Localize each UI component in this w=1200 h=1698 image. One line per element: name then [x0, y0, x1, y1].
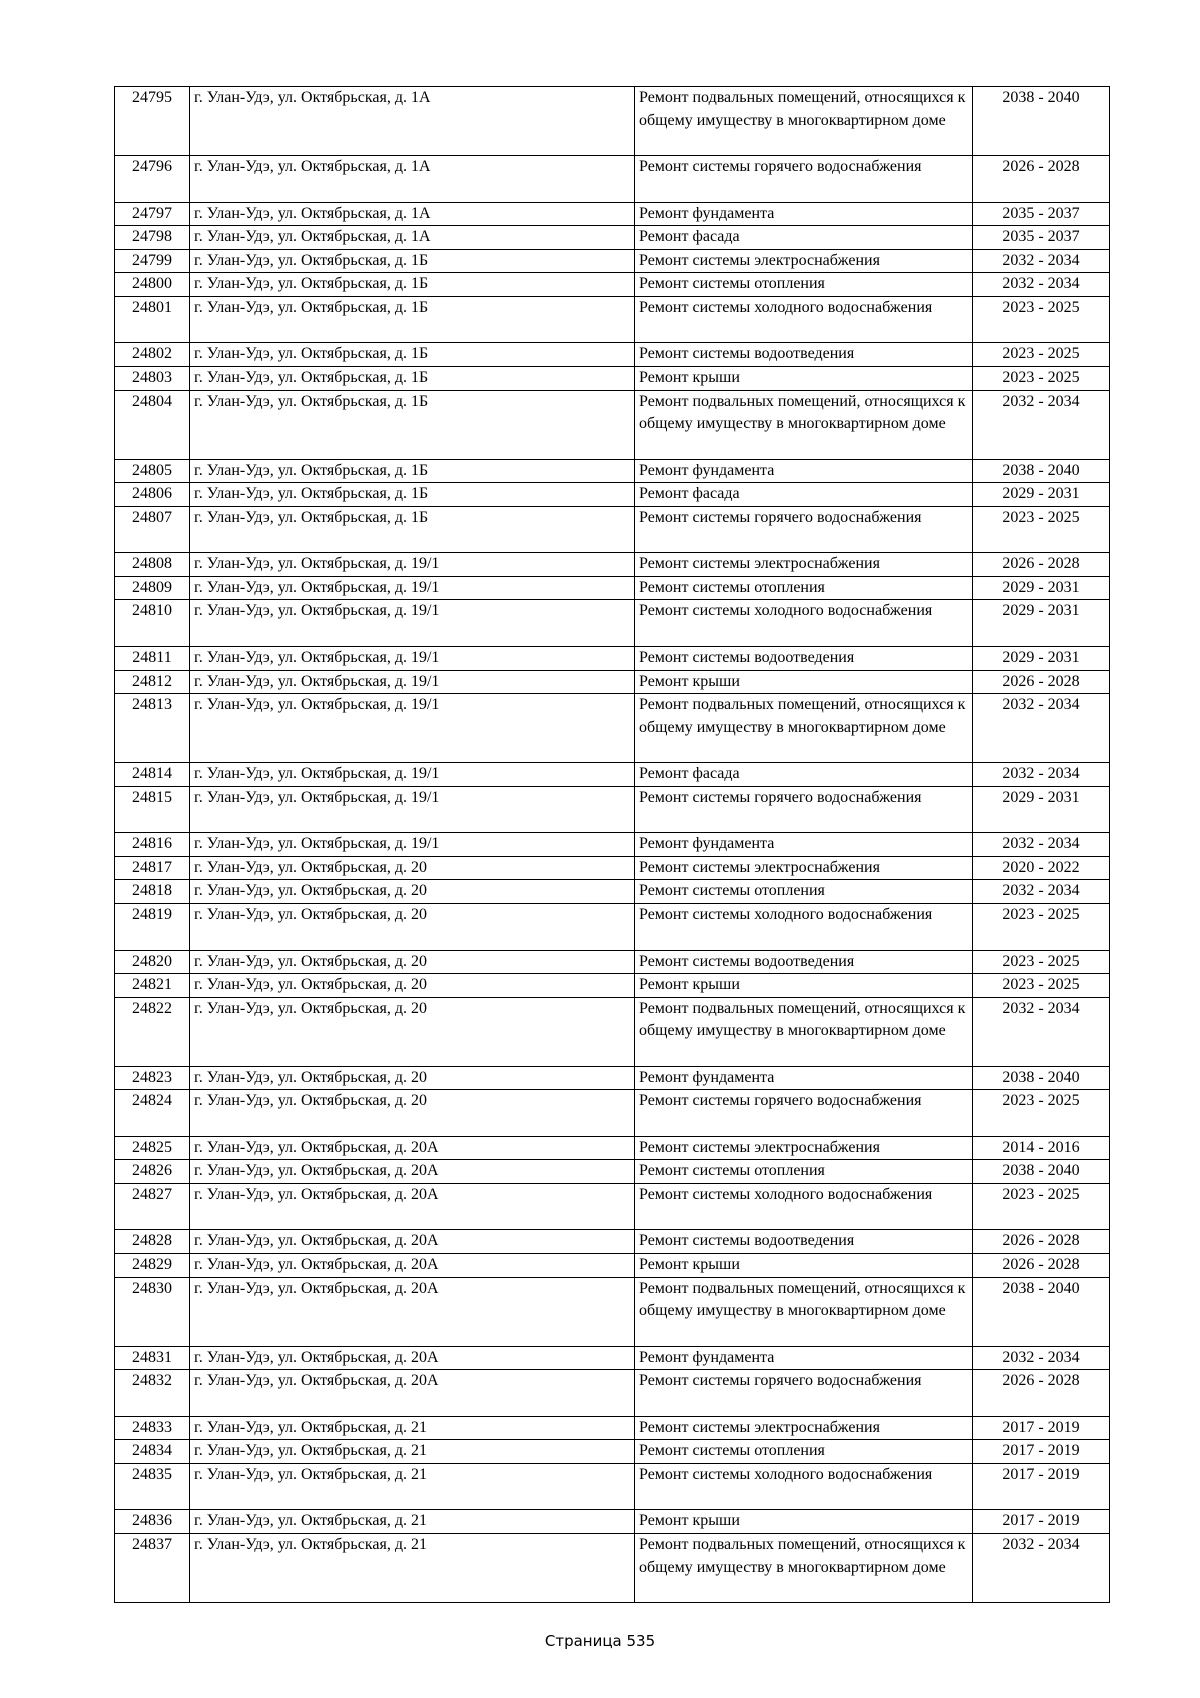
period-cell: 2026 - 2028	[973, 156, 1110, 203]
work-type-cell: Ремонт системы горячего водоснабжения	[635, 156, 973, 203]
row-number: 24830	[115, 1277, 190, 1346]
period-cell: 2023 - 2025	[973, 506, 1110, 553]
period-cell: 2038 - 2040	[973, 1066, 1110, 1090]
row-number: 24834	[115, 1440, 190, 1464]
row-number: 24829	[115, 1254, 190, 1278]
work-type-cell: Ремонт подвальных помещений, относящихся к общему имуществу в многоквартирном доме	[635, 390, 973, 459]
period-cell: 2032 - 2034	[973, 694, 1110, 763]
table-row	[115, 366, 1110, 390]
row-number: 24832	[115, 1370, 190, 1417]
table-row	[115, 296, 1110, 343]
address-cell: г. Улан-Удэ, ул. Октябрьская, д. 1А	[190, 87, 635, 156]
period-cell: 2023 - 2025	[973, 904, 1110, 951]
address-cell: г. Улан-Удэ, ул. Октябрьская, д. 20А	[190, 1136, 635, 1160]
address-cell: г. Улан-Удэ, ул. Октябрьская, д. 20	[190, 997, 635, 1066]
row-number: 24835	[115, 1463, 190, 1510]
row-number: 24795	[115, 87, 190, 156]
address-cell: г. Улан-Удэ, ул. Октябрьская, д. 20	[190, 974, 635, 998]
address-cell: г. Улан-Удэ, ул. Октябрьская, д. 19/1	[190, 576, 635, 600]
address-cell: г. Улан-Удэ, ул. Октябрьская, д. 20А	[190, 1183, 635, 1230]
period-cell: 2026 - 2028	[973, 1370, 1110, 1417]
table-row	[115, 1277, 1110, 1346]
row-number: 24822	[115, 997, 190, 1066]
address-cell: г. Улан-Удэ, ул. Октябрьская, д. 20	[190, 880, 635, 904]
table-row	[115, 974, 1110, 998]
work-type-cell: Ремонт системы водоотведения	[635, 343, 973, 367]
table-row	[115, 600, 1110, 647]
period-cell: 2023 - 2025	[973, 1183, 1110, 1230]
table-row	[115, 1090, 1110, 1137]
row-number: 24807	[115, 506, 190, 553]
table-row	[115, 1534, 1110, 1603]
work-type-cell: Ремонт крыши	[635, 1510, 973, 1534]
work-type-cell: Ремонт крыши	[635, 1254, 973, 1278]
work-type-cell: Ремонт подвальных помещений, относящихся к общему имуществу в многоквартирном доме	[635, 87, 973, 156]
address-cell: г. Улан-Удэ, ул. Октябрьская, д. 20	[190, 950, 635, 974]
table-row	[115, 390, 1110, 459]
table-row	[115, 273, 1110, 297]
address-cell: г. Улан-Удэ, ул. Октябрьская, д. 20	[190, 1090, 635, 1137]
address-cell: г. Улан-Удэ, ул. Октябрьская, д. 20А	[190, 1160, 635, 1184]
work-type-cell: Ремонт подвальных помещений, относящихся к общему имуществу в многоквартирном доме	[635, 1534, 973, 1603]
table-row	[115, 87, 1110, 156]
address-cell: г. Улан-Удэ, ул. Октябрьская, д. 1Б	[190, 459, 635, 483]
row-number: 24813	[115, 694, 190, 763]
row-number: 24831	[115, 1346, 190, 1370]
address-cell: г. Улан-Удэ, ул. Октябрьская, д. 21	[190, 1463, 635, 1510]
row-number: 24815	[115, 786, 190, 833]
table-row	[115, 1183, 1110, 1230]
address-cell: г. Улан-Удэ, ул. Октябрьская, д. 21	[190, 1510, 635, 1534]
row-number: 24801	[115, 296, 190, 343]
work-type-cell: Ремонт системы горячего водоснабжения	[635, 786, 973, 833]
row-number: 24802	[115, 343, 190, 367]
address-cell: г. Улан-Удэ, ул. Октябрьская, д. 20	[190, 1066, 635, 1090]
work-type-cell: Ремонт системы электроснабжения	[635, 553, 973, 577]
row-number: 24812	[115, 670, 190, 694]
period-cell: 2026 - 2028	[973, 670, 1110, 694]
period-cell: 2014 - 2016	[973, 1136, 1110, 1160]
table-row	[115, 1346, 1110, 1370]
period-cell: 2023 - 2025	[973, 974, 1110, 998]
table-row	[115, 786, 1110, 833]
table-row	[115, 249, 1110, 273]
table-row	[115, 763, 1110, 787]
table-row	[115, 670, 1110, 694]
table-row	[115, 576, 1110, 600]
table-row	[115, 856, 1110, 880]
row-number: 24805	[115, 459, 190, 483]
work-type-cell: Ремонт системы электроснабжения	[635, 1416, 973, 1440]
repair-schedule-table	[114, 86, 1110, 1603]
table-row	[115, 1160, 1110, 1184]
address-cell: г. Улан-Удэ, ул. Октябрьская, д. 20А	[190, 1230, 635, 1254]
work-type-cell: Ремонт системы отопления	[635, 880, 973, 904]
period-cell: 2020 - 2022	[973, 856, 1110, 880]
table-row	[115, 694, 1110, 763]
row-number: 24821	[115, 974, 190, 998]
period-cell: 2032 - 2034	[973, 273, 1110, 297]
row-number: 24806	[115, 483, 190, 507]
row-number: 24820	[115, 950, 190, 974]
period-cell: 2032 - 2034	[973, 997, 1110, 1066]
address-cell: г. Улан-Удэ, ул. Октябрьская, д. 1Б	[190, 296, 635, 343]
row-number: 24814	[115, 763, 190, 787]
work-type-cell: Ремонт фундамента	[635, 202, 973, 226]
period-cell: 2017 - 2019	[973, 1416, 1110, 1440]
address-cell: г. Улан-Удэ, ул. Октябрьская, д. 1А	[190, 202, 635, 226]
row-number: 24796	[115, 156, 190, 203]
row-number: 24819	[115, 904, 190, 951]
period-cell: 2038 - 2040	[973, 1277, 1110, 1346]
period-cell: 2032 - 2034	[973, 833, 1110, 857]
period-cell: 2038 - 2040	[973, 87, 1110, 156]
address-cell: г. Улан-Удэ, ул. Октябрьская, д. 1Б	[190, 483, 635, 507]
work-type-cell: Ремонт подвальных помещений, относящихся к общему имуществу в многоквартирном доме	[635, 694, 973, 763]
period-cell: 2026 - 2028	[973, 1230, 1110, 1254]
address-cell: г. Улан-Удэ, ул. Октябрьская, д. 1Б	[190, 273, 635, 297]
address-cell: г. Улан-Удэ, ул. Октябрьская, д. 21	[190, 1440, 635, 1464]
address-cell: г. Улан-Удэ, ул. Октябрьская, д. 19/1	[190, 786, 635, 833]
table-row	[115, 1136, 1110, 1160]
period-cell: 2035 - 2037	[973, 202, 1110, 226]
address-cell: г. Улан-Удэ, ул. Октябрьская, д. 1А	[190, 226, 635, 250]
period-cell: 2029 - 2031	[973, 483, 1110, 507]
table-row	[115, 880, 1110, 904]
address-cell: г. Улан-Удэ, ул. Октябрьская, д. 1Б	[190, 343, 635, 367]
work-type-cell: Ремонт системы холодного водоснабжения	[635, 904, 973, 951]
table-row	[115, 343, 1110, 367]
work-type-cell: Ремонт фундамента	[635, 1066, 973, 1090]
table-row	[115, 1463, 1110, 1510]
table-row	[115, 1230, 1110, 1254]
work-type-cell: Ремонт крыши	[635, 366, 973, 390]
address-cell: г. Улан-Удэ, ул. Октябрьская, д. 20	[190, 904, 635, 951]
row-number: 24816	[115, 833, 190, 857]
table-row	[115, 459, 1110, 483]
row-number: 24823	[115, 1066, 190, 1090]
row-number: 24803	[115, 366, 190, 390]
work-type-cell: Ремонт системы водоотведения	[635, 950, 973, 974]
period-cell: 2038 - 2040	[973, 459, 1110, 483]
address-cell: г. Улан-Удэ, ул. Октябрьская, д. 19/1	[190, 553, 635, 577]
period-cell: 2029 - 2031	[973, 786, 1110, 833]
table-row	[115, 202, 1110, 226]
period-cell: 2026 - 2028	[973, 553, 1110, 577]
period-cell: 2017 - 2019	[973, 1463, 1110, 1510]
row-number: 24808	[115, 553, 190, 577]
table-row	[115, 1370, 1110, 1417]
period-cell: 2035 - 2037	[973, 226, 1110, 250]
work-type-cell: Ремонт системы холодного водоснабжения	[635, 1183, 973, 1230]
table-row	[115, 833, 1110, 857]
table-row	[115, 997, 1110, 1066]
period-cell: 2032 - 2034	[973, 763, 1110, 787]
row-number: 24828	[115, 1230, 190, 1254]
work-type-cell: Ремонт системы электроснабжения	[635, 249, 973, 273]
row-number: 24817	[115, 856, 190, 880]
row-number: 24799	[115, 249, 190, 273]
period-cell: 2026 - 2028	[973, 1254, 1110, 1278]
row-number: 24837	[115, 1534, 190, 1603]
table-row	[115, 1440, 1110, 1464]
period-cell: 2023 - 2025	[973, 366, 1110, 390]
period-cell: 2023 - 2025	[973, 1090, 1110, 1137]
table-row	[115, 483, 1110, 507]
address-cell: г. Улан-Удэ, ул. Октябрьская, д. 21	[190, 1416, 635, 1440]
row-number: 24804	[115, 390, 190, 459]
period-cell: 2032 - 2034	[973, 1346, 1110, 1370]
address-cell: г. Улан-Удэ, ул. Октябрьская, д. 1Б	[190, 366, 635, 390]
period-cell: 2038 - 2040	[973, 1160, 1110, 1184]
address-cell: г. Улан-Удэ, ул. Октябрьская, д. 19/1	[190, 694, 635, 763]
address-cell: г. Улан-Удэ, ул. Октябрьская, д. 20А	[190, 1277, 635, 1346]
work-type-cell: Ремонт фундамента	[635, 833, 973, 857]
row-number: 24833	[115, 1416, 190, 1440]
work-type-cell: Ремонт фасада	[635, 226, 973, 250]
work-type-cell: Ремонт системы холодного водоснабжения	[635, 296, 973, 343]
work-type-cell: Ремонт системы электроснабжения	[635, 1136, 973, 1160]
row-number: 24825	[115, 1136, 190, 1160]
table-row	[115, 950, 1110, 974]
address-cell: г. Улан-Удэ, ул. Октябрьская, д. 19/1	[190, 763, 635, 787]
address-cell: г. Улан-Удэ, ул. Октябрьская, д. 1Б	[190, 249, 635, 273]
row-number: 24797	[115, 202, 190, 226]
address-cell: г. Улан-Удэ, ул. Октябрьская, д. 1А	[190, 156, 635, 203]
period-cell: 2029 - 2031	[973, 646, 1110, 670]
period-cell: 2023 - 2025	[973, 343, 1110, 367]
address-cell: г. Улан-Удэ, ул. Октябрьская, д. 20А	[190, 1254, 635, 1278]
row-number: 24809	[115, 576, 190, 600]
work-type-cell: Ремонт системы горячего водоснабжения	[635, 1370, 973, 1417]
table-row	[115, 1510, 1110, 1534]
table-row	[115, 1066, 1110, 1090]
row-number: 24826	[115, 1160, 190, 1184]
row-number: 24836	[115, 1510, 190, 1534]
row-number: 24811	[115, 646, 190, 670]
address-cell: г. Улан-Удэ, ул. Октябрьская, д. 1Б	[190, 390, 635, 459]
work-type-cell: Ремонт системы горячего водоснабжения	[635, 506, 973, 553]
work-type-cell: Ремонт крыши	[635, 670, 973, 694]
period-cell: 2017 - 2019	[973, 1440, 1110, 1464]
address-cell: г. Улан-Удэ, ул. Октябрьская, д. 19/1	[190, 646, 635, 670]
table-row	[115, 156, 1110, 203]
address-cell: г. Улан-Удэ, ул. Октябрьская, д. 19/1	[190, 833, 635, 857]
work-type-cell: Ремонт фундамента	[635, 459, 973, 483]
address-cell: г. Улан-Удэ, ул. Октябрьская, д. 21	[190, 1534, 635, 1603]
work-type-cell: Ремонт подвальных помещений, относящихся к общему имуществу в многоквартирном доме	[635, 1277, 973, 1346]
work-type-cell: Ремонт фасада	[635, 763, 973, 787]
work-type-cell: Ремонт фасада	[635, 483, 973, 507]
work-type-cell: Ремонт системы холодного водоснабжения	[635, 600, 973, 647]
work-type-cell: Ремонт системы горячего водоснабжения	[635, 1090, 973, 1137]
address-cell: г. Улан-Удэ, ул. Октябрьская, д. 20	[190, 856, 635, 880]
row-number: 24810	[115, 600, 190, 647]
period-cell: 2029 - 2031	[973, 600, 1110, 647]
work-type-cell: Ремонт крыши	[635, 974, 973, 998]
address-cell: г. Улан-Удэ, ул. Октябрьская, д. 1Б	[190, 506, 635, 553]
period-cell: 2032 - 2034	[973, 390, 1110, 459]
page-number: Страница 535	[544, 1632, 656, 1650]
period-cell: 2032 - 2034	[973, 249, 1110, 273]
work-type-cell: Ремонт системы водоотведения	[635, 1230, 973, 1254]
period-cell: 2023 - 2025	[973, 296, 1110, 343]
table-body	[115, 87, 1110, 1603]
row-number: 24800	[115, 273, 190, 297]
address-cell: г. Улан-Удэ, ул. Октябрьская, д. 20А	[190, 1370, 635, 1417]
work-type-cell: Ремонт фундамента	[635, 1346, 973, 1370]
work-type-cell: Ремонт системы отопления	[635, 1160, 973, 1184]
work-type-cell: Ремонт системы электроснабжения	[635, 856, 973, 880]
work-type-cell: Ремонт системы отопления	[635, 576, 973, 600]
period-cell: 2029 - 2031	[973, 576, 1110, 600]
work-type-cell: Ремонт системы холодного водоснабжения	[635, 1463, 973, 1510]
period-cell: 2032 - 2034	[973, 880, 1110, 904]
work-type-cell: Ремонт подвальных помещений, относящихся к общему имуществу в многоквартирном доме	[635, 997, 973, 1066]
address-cell: г. Улан-Удэ, ул. Октябрьская, д. 19/1	[190, 670, 635, 694]
work-type-cell: Ремонт системы водоотведения	[635, 646, 973, 670]
row-number: 24824	[115, 1090, 190, 1137]
period-cell: 2032 - 2034	[973, 1534, 1110, 1603]
table-row	[115, 553, 1110, 577]
table-row	[115, 1254, 1110, 1278]
work-type-cell: Ремонт системы отопления	[635, 1440, 973, 1464]
period-cell: 2017 - 2019	[973, 1510, 1110, 1534]
table-row	[115, 506, 1110, 553]
row-number: 24818	[115, 880, 190, 904]
period-cell: 2023 - 2025	[973, 950, 1110, 974]
table-row	[115, 646, 1110, 670]
table-row	[115, 1416, 1110, 1440]
address-cell: г. Улан-Удэ, ул. Октябрьская, д. 20А	[190, 1346, 635, 1370]
row-number: 24827	[115, 1183, 190, 1230]
row-number: 24798	[115, 226, 190, 250]
table-row	[115, 226, 1110, 250]
address-cell: г. Улан-Удэ, ул. Октябрьская, д. 19/1	[190, 600, 635, 647]
table-row	[115, 904, 1110, 951]
work-type-cell: Ремонт системы отопления	[635, 273, 973, 297]
